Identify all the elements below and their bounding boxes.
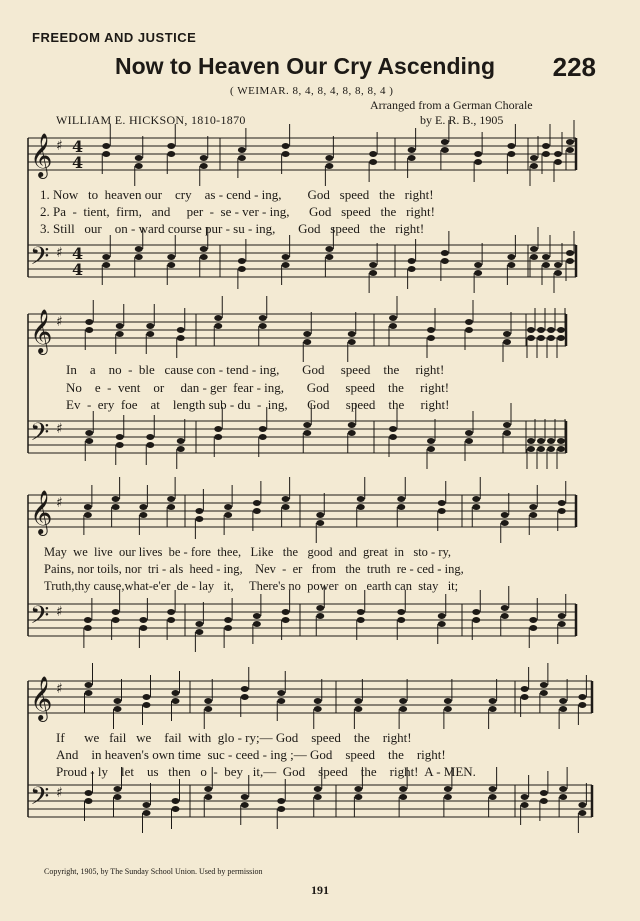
note-head xyxy=(465,319,473,325)
note-head xyxy=(558,508,566,514)
clef: 𝄢 xyxy=(30,601,50,636)
page-number: 191 xyxy=(311,883,329,897)
note-head xyxy=(277,690,285,696)
note-head xyxy=(214,315,222,321)
note-head xyxy=(143,802,151,808)
note-head xyxy=(540,682,548,688)
note-head xyxy=(357,496,365,502)
note-head xyxy=(507,143,515,149)
note-head xyxy=(408,147,416,153)
note-head xyxy=(135,246,143,252)
note-head xyxy=(167,504,175,510)
note-head xyxy=(135,163,143,169)
note-head xyxy=(501,605,509,611)
note-head xyxy=(177,335,185,341)
note-head xyxy=(558,500,566,506)
note-head xyxy=(427,327,435,333)
note-head xyxy=(507,262,515,268)
note-head xyxy=(529,625,537,631)
note-head xyxy=(542,151,550,157)
note-head xyxy=(578,694,586,700)
note-head xyxy=(282,609,290,615)
note-head xyxy=(554,151,562,157)
note-head xyxy=(204,698,212,704)
note-head xyxy=(102,151,110,157)
note-head xyxy=(503,430,511,436)
lyric-line: No e - vent or dan - ger fear - ing, God speed the right! xyxy=(66,380,450,395)
note-head xyxy=(547,438,555,444)
note-head xyxy=(438,621,446,627)
note-head xyxy=(177,327,185,333)
clef: 𝄢 xyxy=(30,242,50,277)
note-head xyxy=(177,446,185,452)
note-head xyxy=(389,323,397,329)
time-signature-bottom: 4 xyxy=(72,260,84,279)
lyric-line: 3. Still our on - ward course pur - su - ing, God speed the right! xyxy=(40,221,425,236)
note-head xyxy=(444,786,452,792)
note-head xyxy=(224,512,232,518)
note-head xyxy=(277,698,285,704)
note-head xyxy=(238,258,246,264)
note-head xyxy=(399,706,407,712)
note-head xyxy=(438,613,446,619)
note-head xyxy=(566,250,574,256)
note-head xyxy=(167,617,175,623)
note-head xyxy=(566,258,574,264)
note-head xyxy=(316,520,324,526)
clef: 𝄞 xyxy=(30,490,53,534)
note-head xyxy=(389,315,397,321)
note-head xyxy=(399,698,407,704)
note-head xyxy=(527,327,535,333)
clef: 𝄢 xyxy=(30,418,50,453)
note-head xyxy=(282,496,290,502)
note-head xyxy=(566,147,574,153)
note-head xyxy=(85,438,93,444)
note-head xyxy=(84,504,92,510)
note-head xyxy=(116,442,124,448)
note-head xyxy=(354,794,362,800)
note-head xyxy=(224,617,232,623)
note-head xyxy=(238,266,246,272)
note-head xyxy=(200,155,208,161)
note-head xyxy=(253,500,261,506)
note-head xyxy=(354,786,362,792)
note-head xyxy=(438,508,446,514)
note-head xyxy=(529,617,537,623)
note-head xyxy=(557,438,565,444)
note-head xyxy=(530,155,538,161)
note-head xyxy=(557,335,565,341)
note-head xyxy=(444,794,452,800)
note-head xyxy=(303,331,311,337)
note-head xyxy=(282,143,290,149)
copyright-notice: Copyright, 1905, by The Sunday School Union. Used by permission xyxy=(44,867,263,876)
note-head xyxy=(529,504,537,510)
note-head xyxy=(557,327,565,333)
note-head xyxy=(354,698,362,704)
author-credit: WILLIAM E. HICKSON, 1810-1870 xyxy=(56,113,246,127)
note-head xyxy=(427,335,435,341)
note-head xyxy=(578,810,586,816)
note-head xyxy=(357,617,365,623)
note-head xyxy=(85,690,93,696)
note-head xyxy=(521,802,529,808)
note-head xyxy=(259,426,267,432)
note-head xyxy=(143,702,151,708)
note-head xyxy=(558,613,566,619)
note-head xyxy=(537,446,545,452)
note-head xyxy=(135,155,143,161)
note-head xyxy=(465,438,473,444)
note-head xyxy=(369,262,377,268)
note-head xyxy=(427,446,435,452)
note-head xyxy=(316,512,324,518)
note-head xyxy=(84,625,92,631)
note-head xyxy=(530,163,538,169)
key-signature-sharp: ♯ xyxy=(56,314,63,330)
note-head xyxy=(540,790,548,796)
note-head xyxy=(474,262,482,268)
note-head xyxy=(348,339,356,345)
note-head xyxy=(348,430,356,436)
lyric-line: Truth,thy cause,what-e'er de - lay it, There's no power on earth can stay it; xyxy=(44,579,459,593)
note-head xyxy=(282,254,290,260)
note-head xyxy=(102,143,110,149)
note-head xyxy=(559,698,567,704)
lyric-line: In a no - ble cause con - tend - ing, God speed the right! xyxy=(66,362,445,377)
note-head xyxy=(143,694,151,700)
note-head xyxy=(316,613,324,619)
note-head xyxy=(397,617,405,623)
key-signature-sharp: ♯ xyxy=(56,245,63,261)
note-head xyxy=(214,434,222,440)
time-signature-bottom: 4 xyxy=(72,153,84,172)
note-head xyxy=(558,621,566,627)
note-head xyxy=(277,798,285,804)
lyric-line: If we fail we fail with glo - ry;— God speed the right! xyxy=(56,730,412,745)
note-head xyxy=(314,698,322,704)
note-head xyxy=(521,794,529,800)
note-head xyxy=(238,147,246,153)
note-head xyxy=(529,512,537,518)
note-head xyxy=(253,621,261,627)
note-head xyxy=(112,609,120,615)
note-head xyxy=(241,686,249,692)
note-head xyxy=(472,496,480,502)
note-head xyxy=(167,143,175,149)
note-head xyxy=(465,430,473,436)
clef: 𝄢 xyxy=(30,782,50,817)
note-head xyxy=(167,496,175,502)
note-head xyxy=(527,438,535,444)
note-head xyxy=(559,706,567,712)
note-head xyxy=(357,609,365,615)
note-head xyxy=(204,706,212,712)
note-head xyxy=(369,159,377,165)
note-head xyxy=(474,159,482,165)
note-head xyxy=(177,438,185,444)
note-head xyxy=(214,426,222,432)
note-head xyxy=(325,155,333,161)
note-head xyxy=(85,430,93,436)
note-head xyxy=(537,438,545,444)
note-head xyxy=(441,250,449,256)
note-head xyxy=(114,794,122,800)
note-head xyxy=(146,442,154,448)
note-head xyxy=(238,155,246,161)
note-head xyxy=(389,426,397,432)
note-head xyxy=(195,508,203,514)
note-head xyxy=(547,446,555,452)
note-head xyxy=(172,698,180,704)
note-head xyxy=(85,790,93,796)
note-head xyxy=(325,163,333,169)
note-head xyxy=(259,434,267,440)
note-head xyxy=(489,794,497,800)
note-head xyxy=(85,327,93,333)
note-head xyxy=(369,151,377,157)
note-head xyxy=(167,151,175,157)
note-head xyxy=(325,254,333,260)
note-head xyxy=(438,500,446,506)
note-head xyxy=(139,504,147,510)
note-head xyxy=(172,690,180,696)
note-head xyxy=(314,786,322,792)
note-head xyxy=(116,323,124,329)
note-head xyxy=(444,698,452,704)
note-head xyxy=(224,504,232,510)
note-head xyxy=(112,504,120,510)
note-head xyxy=(503,422,511,428)
note-head xyxy=(566,139,574,145)
note-head xyxy=(389,434,397,440)
lyric-line: 1. Now to heaven our cry as - cend - ing, God speed the right! xyxy=(40,187,434,202)
lyric-line: Ev - ery foe at length sub - du - ing, God speed the right! xyxy=(66,397,450,412)
note-head xyxy=(314,794,322,800)
note-head xyxy=(135,254,143,260)
note-head xyxy=(172,806,180,812)
note-head xyxy=(116,434,124,440)
note-head xyxy=(316,605,324,611)
note-head xyxy=(408,266,416,272)
note-head xyxy=(116,331,124,337)
section-heading: FREEDOM AND JUSTICE xyxy=(32,30,197,45)
note-head xyxy=(112,496,120,502)
note-head xyxy=(397,504,405,510)
lyric-line: May we live our lives be - fore thee, Like the good and great in sto - ry, xyxy=(44,545,452,559)
note-head xyxy=(139,617,147,623)
note-head xyxy=(559,794,567,800)
note-head xyxy=(578,702,586,708)
note-head xyxy=(139,625,147,631)
note-head xyxy=(224,625,232,631)
note-head xyxy=(85,319,93,325)
note-head xyxy=(303,339,311,345)
note-head xyxy=(542,143,550,149)
note-head xyxy=(530,254,538,260)
note-head xyxy=(195,516,203,522)
note-head xyxy=(507,254,515,260)
note-head xyxy=(314,706,322,712)
note-head xyxy=(559,786,567,792)
note-head xyxy=(195,621,203,627)
clef: 𝄞 xyxy=(30,133,53,177)
note-head xyxy=(357,504,365,510)
note-head xyxy=(253,508,261,514)
note-head xyxy=(527,335,535,341)
note-head xyxy=(465,327,473,333)
note-head xyxy=(408,258,416,264)
hymn-title: Now to Heaven Our Cry Ascending xyxy=(115,53,495,79)
time-signature-top: 4 xyxy=(72,137,84,156)
note-head xyxy=(112,617,120,623)
note-head xyxy=(444,706,452,712)
hymn-number: 228 xyxy=(552,52,596,82)
note-head xyxy=(441,139,449,145)
note-head xyxy=(542,254,550,260)
note-head xyxy=(277,806,285,812)
note-head xyxy=(146,331,154,337)
note-head xyxy=(282,504,290,510)
note-head xyxy=(259,323,267,329)
key-signature-sharp: ♯ xyxy=(56,681,63,697)
note-head xyxy=(554,262,562,268)
note-head xyxy=(501,613,509,619)
note-head xyxy=(540,690,548,696)
note-head xyxy=(547,335,555,341)
note-head xyxy=(167,254,175,260)
note-head xyxy=(84,617,92,623)
note-head xyxy=(85,682,93,688)
lyric-line: Proud - ly let us then o - bey it,— God speed the right! A - MEN. xyxy=(56,764,476,779)
note-head xyxy=(102,262,110,268)
note-head xyxy=(399,786,407,792)
lyric-line: 2. Pa - tient, firm, and per - se - ver - ing, God speed the right! xyxy=(40,204,435,219)
note-head xyxy=(540,798,548,804)
note-head xyxy=(472,609,480,615)
note-head xyxy=(114,786,122,792)
note-head xyxy=(397,609,405,615)
note-head xyxy=(204,794,212,800)
key-signature-sharp: ♯ xyxy=(56,421,63,437)
note-head xyxy=(399,794,407,800)
note-head xyxy=(474,151,482,157)
note-head xyxy=(369,270,377,276)
note-head xyxy=(282,617,290,623)
lyric-line: And in heaven's own time suc - ceed - ing ;— God speed the right! xyxy=(56,747,446,762)
note-head xyxy=(474,270,482,276)
note-head xyxy=(143,810,151,816)
clef: 𝄞 xyxy=(30,676,53,720)
note-head xyxy=(167,262,175,268)
note-head xyxy=(84,512,92,518)
key-signature-sharp: ♯ xyxy=(56,138,63,154)
note-head xyxy=(146,323,154,329)
note-head xyxy=(489,706,497,712)
arranger-credit: by E. R. B., 1905 xyxy=(420,113,504,127)
note-head xyxy=(114,706,122,712)
note-head xyxy=(489,786,497,792)
note-head xyxy=(241,694,249,700)
note-head xyxy=(408,155,416,161)
note-head xyxy=(501,520,509,526)
note-head xyxy=(204,786,212,792)
key-signature-sharp: ♯ xyxy=(56,604,63,620)
note-head xyxy=(441,258,449,264)
note-head xyxy=(241,794,249,800)
note-head xyxy=(200,163,208,169)
note-head xyxy=(348,422,356,428)
note-head xyxy=(214,323,222,329)
note-head xyxy=(472,617,480,623)
note-head xyxy=(282,151,290,157)
note-head xyxy=(253,613,261,619)
note-head xyxy=(241,802,249,808)
note-head xyxy=(200,246,208,252)
note-head xyxy=(200,254,208,260)
note-head xyxy=(501,512,509,518)
note-head xyxy=(503,339,511,345)
note-head xyxy=(507,151,515,157)
note-head xyxy=(530,246,538,252)
note-head xyxy=(521,694,529,700)
note-head xyxy=(537,327,545,333)
note-head xyxy=(139,512,147,518)
note-head xyxy=(521,686,529,692)
note-head xyxy=(85,798,93,804)
note-head xyxy=(427,438,435,444)
note-head xyxy=(489,698,497,704)
note-head xyxy=(547,327,555,333)
note-head xyxy=(167,609,175,615)
note-head xyxy=(554,159,562,165)
note-head xyxy=(195,629,203,635)
time-signature-top: 4 xyxy=(72,244,84,263)
note-head xyxy=(527,446,535,452)
note-head xyxy=(282,262,290,268)
note-head xyxy=(102,254,110,260)
note-head xyxy=(325,246,333,252)
note-head xyxy=(537,335,545,341)
note-head xyxy=(578,802,586,808)
note-head xyxy=(259,315,267,321)
key-signature-sharp: ♯ xyxy=(56,495,63,511)
note-head xyxy=(172,798,180,804)
lyric-line: Pains, nor toils, nor tri - als heed - ing, Nev - er from the truth re - ced - ing, xyxy=(44,562,464,576)
clef: 𝄞 xyxy=(30,309,53,353)
note-head xyxy=(554,270,562,276)
note-head xyxy=(503,331,511,337)
note-head xyxy=(303,430,311,436)
note-head xyxy=(397,496,405,502)
note-head xyxy=(348,331,356,337)
note-head xyxy=(441,147,449,153)
arrangement-credit: Arranged from a German Chorale xyxy=(370,98,533,112)
note-head xyxy=(114,698,122,704)
note-head xyxy=(557,446,565,452)
note-head xyxy=(303,422,311,428)
note-head xyxy=(146,434,154,440)
note-head xyxy=(354,706,362,712)
note-head xyxy=(542,262,550,268)
key-signature-sharp: ♯ xyxy=(56,785,63,801)
tune-name: ( WEIMAR. 8, 4, 8, 4, 8, 8, 8, 4 ) xyxy=(230,85,394,97)
note-head xyxy=(472,504,480,510)
